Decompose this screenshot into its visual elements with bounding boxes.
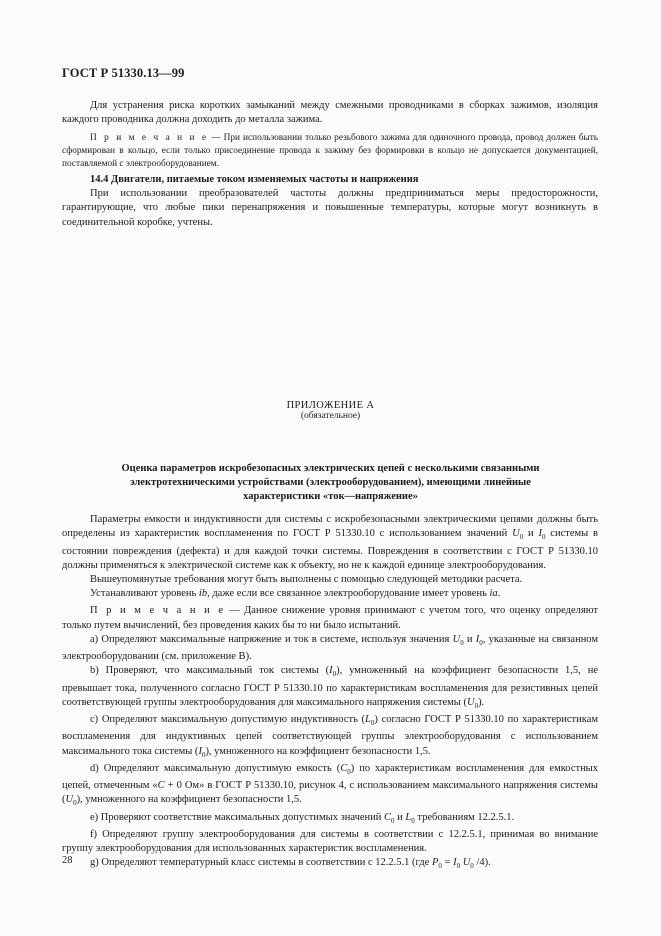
params-paragraph: Параметры емкости и индуктивности для системы с искробезопасными электрическими цепями должны быть определены из характеристик воспламенения по ГОСТ Р 51330.10 с использованием значений $U_0$ и $I_0$ системы в состоянии повреждения (дефекта) и для каждой точки системы. Повреждения в соответствии с ГОСТ Р 51330.10 должны применяться к электрической системе как к объекту, но не к каждой единице электрооборудования. [62, 514, 598, 571]
step-e: e) Проверяют соответствие максимальных допустимых значений $C_0$ и $L_0$ требованиям 12.2.5.1. [90, 811, 515, 825]
note-text: — Данное снижение уровня принимают с учетом того, что оценку определяют только путем вычислений, без проведения каких бы то ни было испытаний. [62, 605, 598, 631]
page-number: 28 [62, 855, 73, 866]
step-g: g) Определяют температурный класс системы в соответствии с 12.2.5.1 (где $P_0 = I_0$ $U_0$ /4). [90, 857, 491, 871]
reduction-note [62, 604, 598, 632]
document-code-header: ГОСТ Р 51330.13—99 [62, 66, 185, 80]
step-f: f) Определяют группу электрооборудования для системы в соответствии с 12.2.5.1, принимая во внимание группу электрооборудования для использованных характеристик воспламенения. [62, 828, 598, 855]
annex-title: ПРИЛОЖЕНИЕ А [286, 400, 375, 411]
section-title: 14.4 Двигатели, питаемые током изменяемых частоты и напряжения [90, 174, 419, 186]
annex-body [62, 513, 598, 874]
step-a: a) Определяют максимальные напряжение и ток в системе, используя значения $U_0$ и $I_0$, указанные на связанном электрооборудовании (см. приложение В). [62, 633, 599, 663]
note-label: П р и м е ч а н и е [90, 133, 209, 144]
terminal-note [62, 132, 598, 170]
short-circuit-paragraph: Для устранения риска коротких замыканий между смежными проводниками в сборках зажимов, изоляция каждого проводника должна доходить до металла зажима. [62, 100, 598, 126]
annex-subtitle: (обязательное) [300, 411, 361, 421]
note-text: — При использовании только резьбового зажима для одиночного провода, провод должен быть сформирован в кольцо, если только присоединение провода к зажиму без формировки в кольцо не допускается документацией, поставляемой с электрооборудованием. [62, 133, 599, 169]
step-c: c) Определяют максимальную допустимую индуктивность $(L_0)$ согласно ГОСТ Р 51330.10 по характеристикам воспламенения для индуктивных цепей соответствующей группы электрооборудования с использованием максимального тока системы $(I_0)$, умноженного на коэффициент безопасности 1,5. [62, 714, 599, 759]
step-d: d) Определяют максимальную допустимую емкость $(C_0)$ по характеристикам воспламенения для емкостных цепей, отмеченным «C + 0 Ом» в ГОСТ Р 51330.10, рисунок 4, с использованием максимального напряжения системы $(U_0)$, умноженного на коэффициент безопасности 1,5. [62, 762, 598, 808]
annex-label [0, 400, 661, 421]
level-paragraph: Устанавливают уровень ib, даже если все связанное электрооборудование имеет уровень ia. [90, 588, 501, 600]
note-label: П р и м е ч а н и е [90, 605, 226, 617]
method-paragraph: Вышеупомянутые требования могут быть выполнены с помощью следующей методики расчета. [90, 573, 523, 585]
top-section [62, 99, 598, 230]
annex-heading: Оценка параметров искробезопасных электрических цепей с несколькими связанными электротехническими устройствами (электрооборудованием), имеющими линейные характеристики «ток—напряжение» [121, 463, 540, 502]
step-b: b) Проверяют, что максимальный ток системы $(I_0)$, умноженный на коэффициент безопасности 1,5, не превышает тока, полученного согласно ГОСТ Р 51330.10 по характеристикам воспламенения для резистивных цепей соответствующей группы электрооборудования для максимального напряжения системы $(U_0)$. [62, 665, 598, 710]
converter-paragraph: При использовании преобразователей частоты должны предприниматься меры предосторожности, гарантирующие, что любые пики перенапряжения и повышенные температуры, которые могут возникнуть в соединительной коробке, учтены. [62, 188, 598, 228]
